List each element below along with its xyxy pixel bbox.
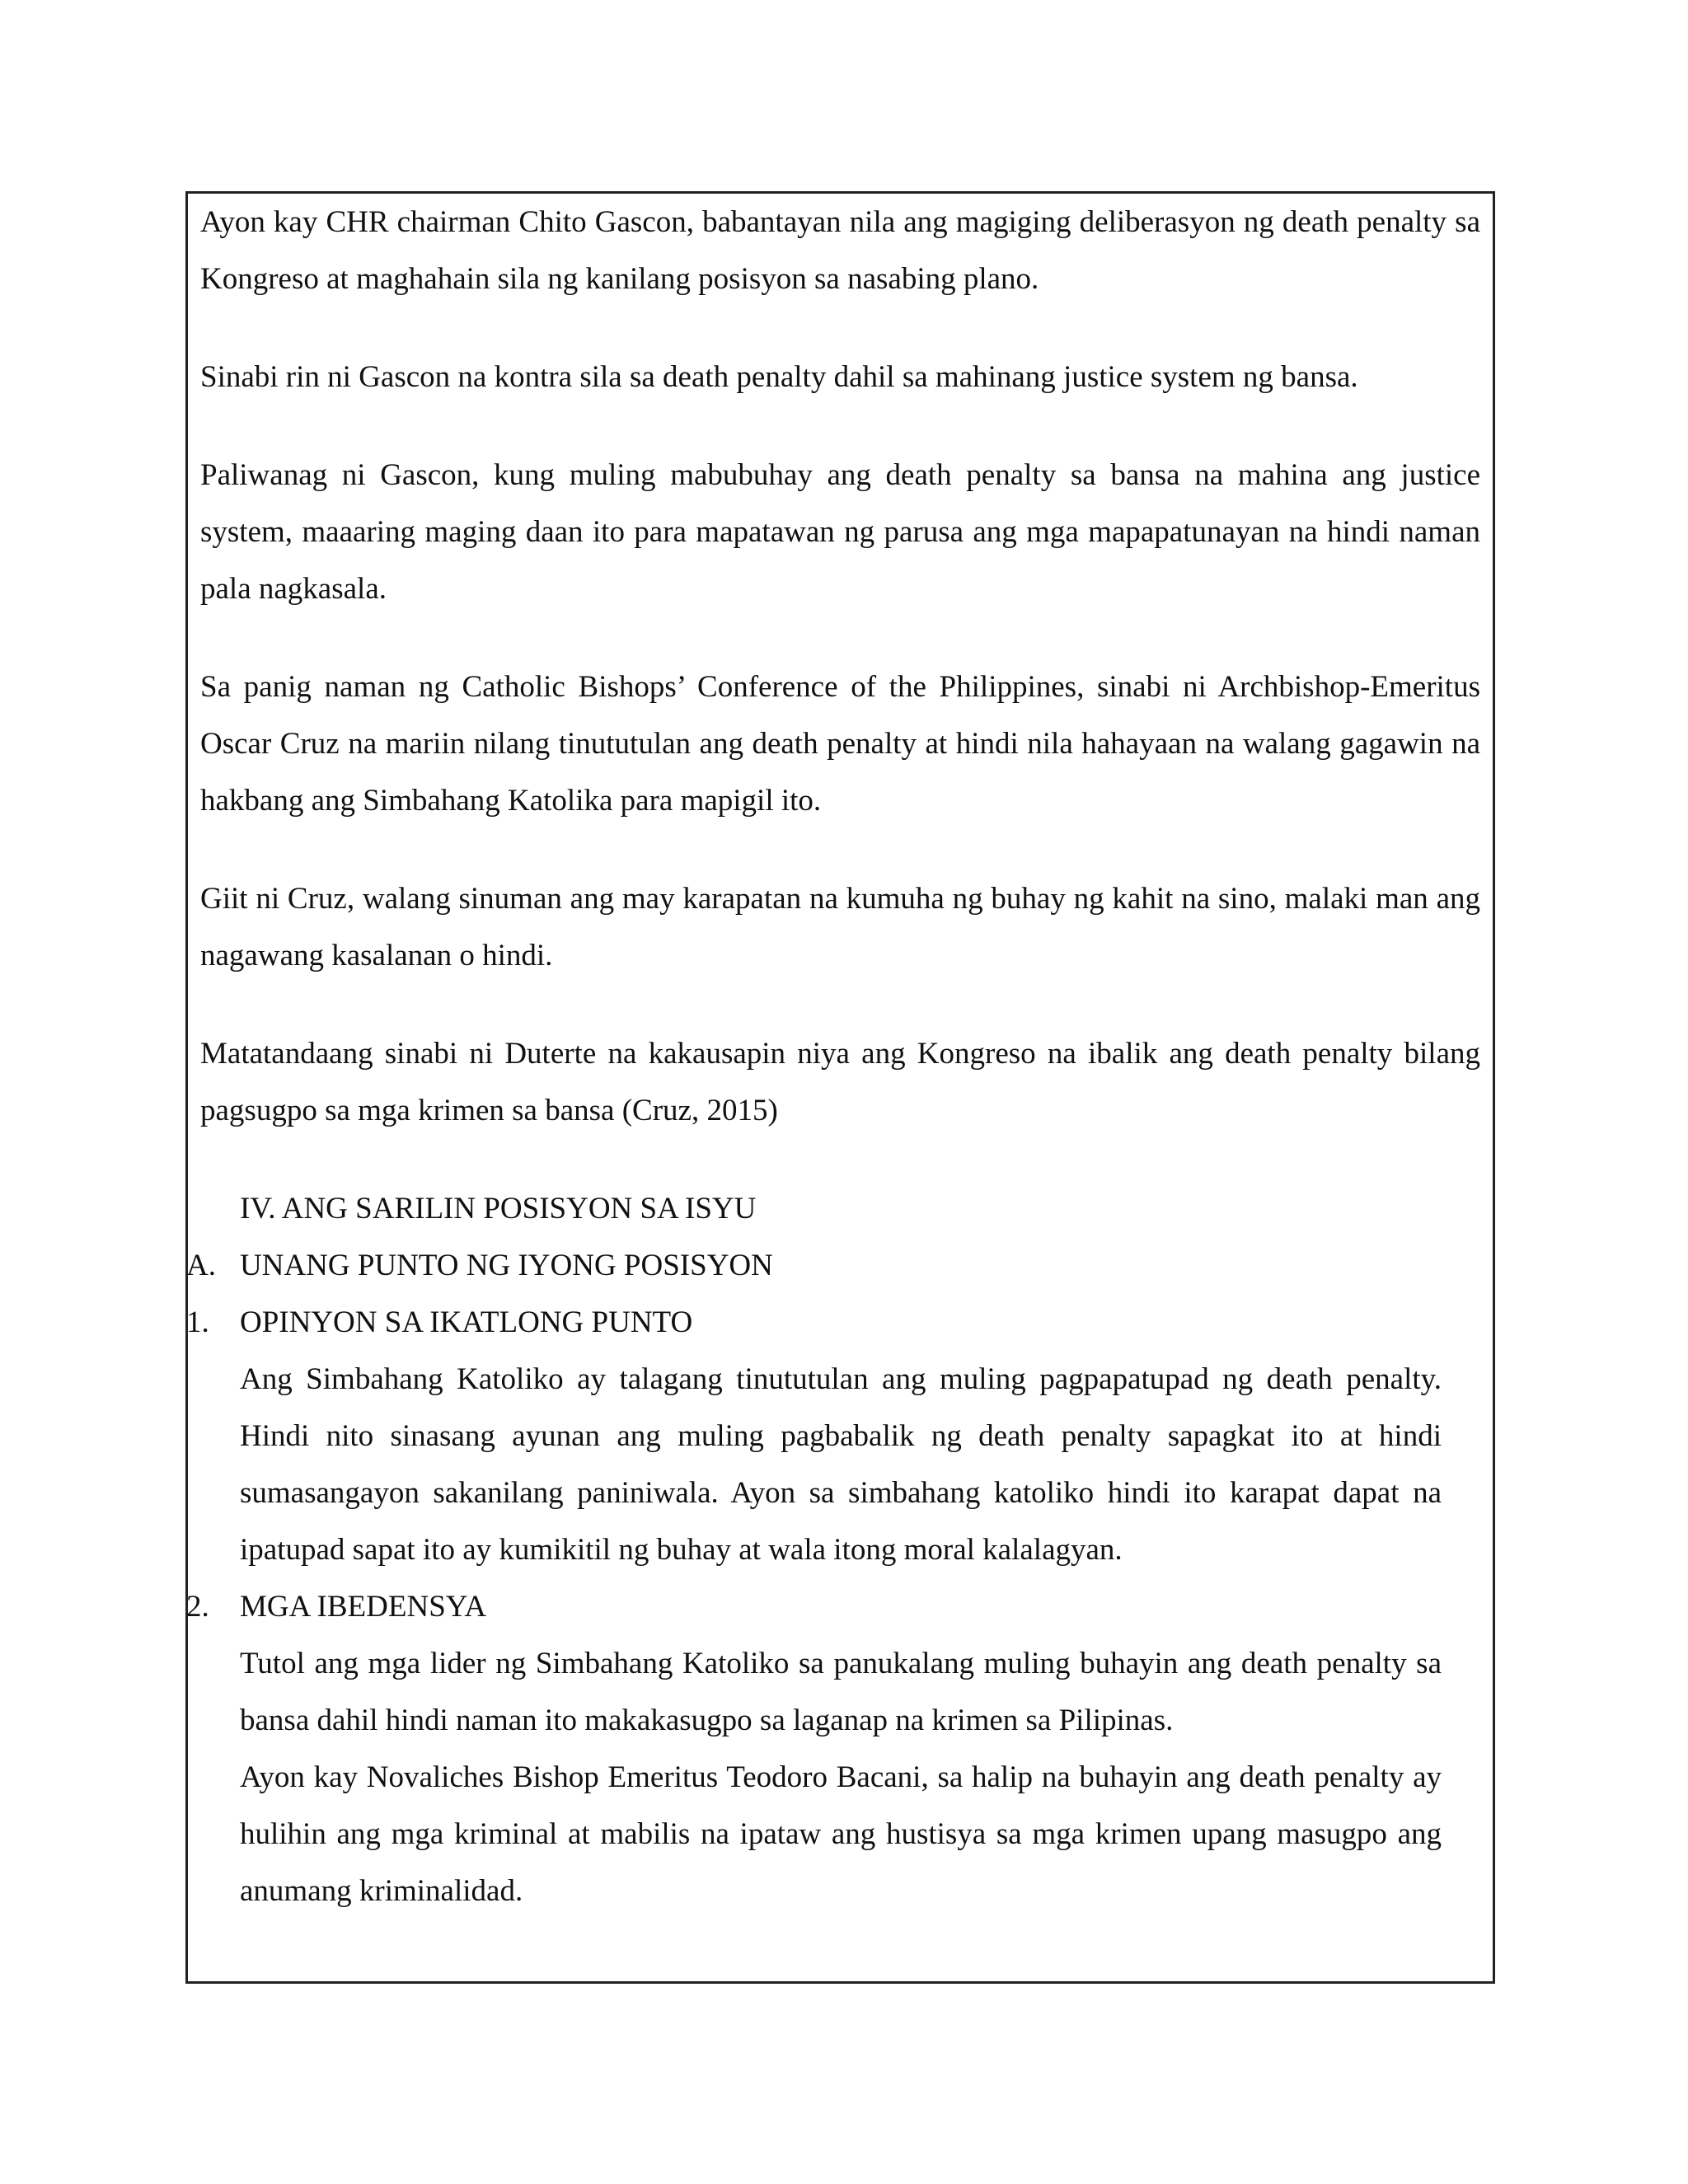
section-heading <box>200 1180 1480 1237</box>
subsection-a-heading <box>186 1237 1480 1294</box>
item-1-marker: 1. <box>186 1305 209 1339</box>
section-title: IV. ANG SARILIN POSISYON SA ISYU <box>240 1192 757 1226</box>
item-1-body: Ang Simbahang Katoliko ay talagang tinututulan ang muling pagpapatupad ng death penalty. Hindi nito sinasang ayunan ang muling pagbabalik ng death penalty sapagkat ito at hindi sumasangayon sakanilang paniniwala. Ayon sa simbahang katoliko hindi ito karapat dapat na ipatupad sapat ito ay kumikitil ng buhay at wala itong moral kalalagyan. <box>240 1362 1442 1567</box>
paragraph-cruz-statement: Giit ni Cruz, walang sinuman ang may karapatan na kumuha ng buhay ng kahit na sino, malaki man ang nagawang kasalanan o hindi. <box>200 882 1480 972</box>
paragraph-duterte: Matatandaang sinabi ni Duterte na kakausapin niya ang Kongreso na ibalik ang death penalty bilang pagsugpo sa mga krimen sa bansa (Cruz, 2015) <box>200 1037 1480 1127</box>
paragraph-cbcp-cruz: Sa panig naman ng Catholic Bishops’ Conference of the Philippines, sinabi ni Archbishop-Emeritus Oscar Cruz na mariin nilang tinututulan ang death penalty at hindi nila hahayaan na walang gagawin na hakbang ang Simbahang Katolika para mapigil ito. <box>200 670 1480 818</box>
subsection-a-marker: A. <box>186 1249 216 1282</box>
item-2-body-2: Ayon kay Novaliches Bishop Emeritus Teodoro Bacani, sa halip na buhayin ang death penalty ay hulihin ang mga kriminal at mabilis na ipataw ang hustisya sa mga krimen upang masugpo ang anumang kriminalidad. <box>240 1760 1442 1908</box>
item-2-heading <box>186 1578 1480 1635</box>
item-2-body-1: Tutol ang mga lider ng Simbahang Katoliko sa panukalang muling buhayin ang death penalty sa bansa dahil hindi naman ito makakasugpo sa laganap na krimen sa Pilipinas. <box>240 1647 1442 1737</box>
item-1-heading <box>186 1294 1480 1351</box>
item-1-title: OPINYON SA IKATLONG PUNTO <box>240 1305 693 1339</box>
paragraph-gascon-explanation: Paliwanag ni Gascon, kung muling mabubuhay ang death penalty sa bansa na mahina ang justice system, maaaring maging daan ito para mapatawan ng parusa ang mga mapapatunayan na hindi naman pala nagkasala. <box>200 458 1480 606</box>
section-sariling-posisyon <box>186 1180 1480 1919</box>
paragraph-gascon-deliberation: Ayon kay CHR chairman Chito Gascon, babantayan nila ang magiging deliberasyon ng death penalty sa Kongreso at maghahain sila ng kanilang posisyon sa nasabing plano. <box>200 205 1480 296</box>
document-content <box>186 194 1480 1919</box>
document-frame <box>185 191 1495 1984</box>
item-2-title: MGA IBEDENSYA <box>240 1590 487 1624</box>
paragraph-gascon-justice-system: Sinabi rin ni Gascon na kontra sila sa death penalty dahil sa mahinang justice system ng bansa. <box>200 360 1358 394</box>
item-2-marker: 2. <box>186 1590 209 1624</box>
subsection-a-title: UNANG PUNTO NG IYONG POSISYON <box>240 1249 773 1282</box>
